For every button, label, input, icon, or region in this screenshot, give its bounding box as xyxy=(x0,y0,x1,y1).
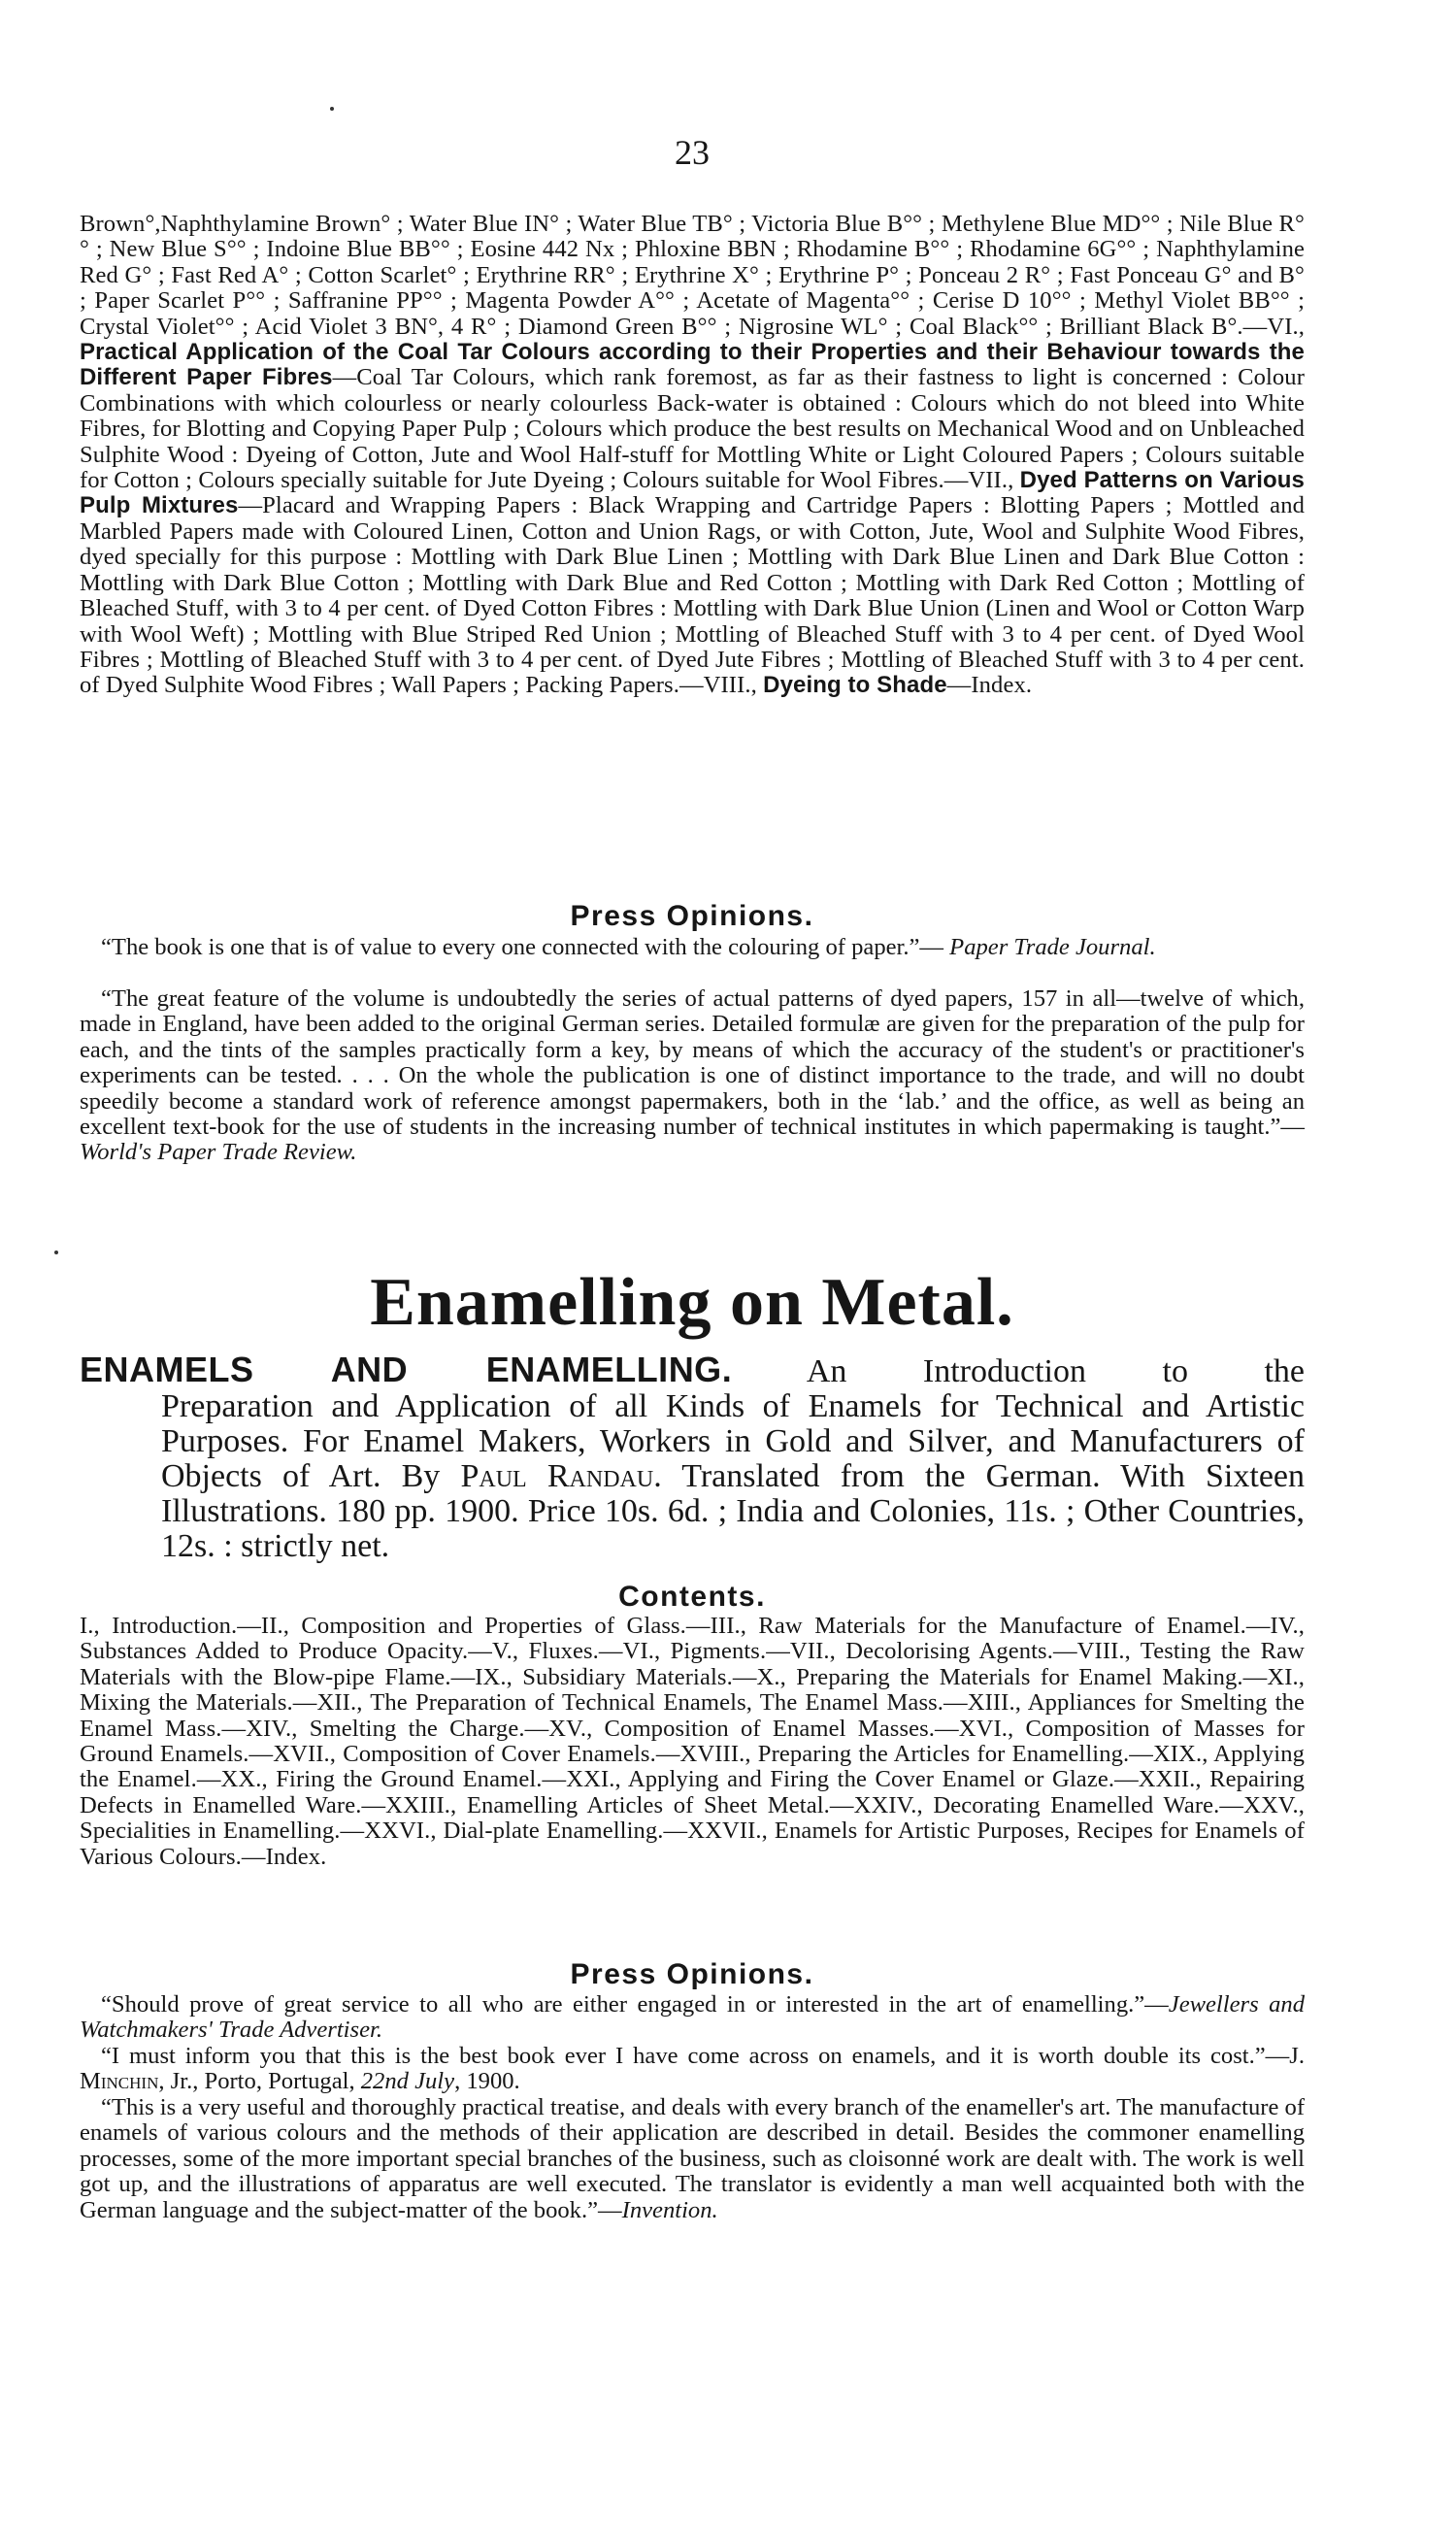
contents-chapter-title: Practical Application of the Coal Tar Colours according to their Properties and their Behaviour towards the Different Paper Fibres xyxy=(80,339,1305,391)
quote-source: Jewellers and Watchmakers' Trade Advertiser. xyxy=(80,1991,1305,2044)
book-author: Paul Randau xyxy=(460,1458,654,1494)
press-quote xyxy=(80,986,1305,1166)
print-speck xyxy=(330,107,334,111)
quote-year: , 1900. xyxy=(454,2068,520,2095)
quote-text: “I must inform you that this is the best book ever I have come across on enamels, and it is worth double its cost.”—J. xyxy=(101,2043,1305,2069)
book-title: ENAMELS AND ENAMELLING. xyxy=(80,1350,733,1389)
contents-chapter-title: Dyed Patterns on Various Pulp Mixtures xyxy=(80,467,1305,519)
press-opinions-heading: Press Opinions. xyxy=(570,1958,814,1990)
press-quote xyxy=(80,2095,1305,2223)
press-opinions-heading: Press Opinions. xyxy=(570,900,814,932)
quote-date: 22nd July xyxy=(360,2068,455,2095)
book-details xyxy=(161,1389,1305,1564)
contents-segment: —Placard and Wrapping Papers : Black Wrapping and Cartridge Papers : Blotting Papers ; Mottled and Marbled Papers made with Coloured Linen, Cotton and Union Rags, or with Cotton, Jute, Wool and Sulphite Wood Fibres, dyed specially for this purpose : Mottling with Dark Blue Linen ; Mottling with Dark Blue Linen and Dark Blue Cotton : Mottling with Dark Blue Cotton ; Mottling with Dark Blue and Red Cotton ; Mottling with Dark Red Cotton ; Mottling of Bleached Stuff, with 3 to 4 per cent. of Dyed Cotton Fibres : Mottling with Dark Blue Union (Linen and Wool or Cotton Warp with Wool Weft) ; Mottling with Blue Striped Red Union ; Mottling of Bleached Stuff with 3 to 4 per cent. of Dyed Wool Fibres ; Mottling of Bleached Stuff with 3 to 4 per cent. of Dyed Jute Fibres ; Mottling of Bleached Stuff with 3 to 4 per cent. of Dyed Sulphite Wood Fibres ; Wall Papers ; Packing Papers.—VIII., xyxy=(80,492,1305,699)
quote-text: “The book is one that is of value to every one connected with the colouring of paper.”— xyxy=(101,934,950,960)
contents-chapter-title: Dyeing to Shade xyxy=(763,672,947,699)
quote-text: “This is a very useful and thoroughly practical treatise, and deals with every branch of the enameller's art. The manufacture of enamels of various colours and the methods of their application are described in detail. Besides the commoner enamelling processes, some of the more important special branches of the business, such as cloisonné work are dealt with. The work is well got up, and the illustrations of apparatus are well executed. The translator is evidently a man well acquainted both with the German language and the subject-matter of the book.”— xyxy=(80,2094,1306,2223)
quote-author: Minchin xyxy=(80,2068,159,2095)
contents-list: I., Introduction.—II., Composition and Properties of Glass.—III., Raw Materials for the Manufacture of Enamel.—IV., Substances Added to Produce Opacity.—V., Fluxes.—VI., Pigments.—VII., Decolorising Agents.—VIII., Testing the Raw Materials with the Blow-pipe Flame.—IX., Subsidiary Materials.—X., Preparing the Materials for Enamel Making.—XI., Mixing the Materials.—XII., The Preparation of Technical Enamels, The Enamel Mass.—XIII., Appliances for Smelting the Enamel Mass.—XIV., Smelting the Charge.—XV., Composition of Enamel Masses.—XVI., Composition of Masses for Ground Enamels.—XVII., Composition of Cover Enamels.—XVIII., Preparing the Articles for Enamelling.—XIX., Applying the Enamel.—XX., Firing the Ground Enamel.—XXI., Applying and Firing the Cover Enamel or Glaze.—XXII., Repairing Defects in Enamelled Ware.—XXIII., Enamelling Articles of Sheet Metal.—XXIV., Decorating Enamelled Ware.—XXV., Specialities in Enamelling.—XXVI., Dial-plate Enamelling.—XXVII., Enamels for Artistic Purposes, Recipes for Enamels of Various Colours.—Index. xyxy=(80,1613,1305,1870)
book-catalogue-page xyxy=(80,0,1305,2535)
book-price-info: . Translated from the German. With Sixteen Illustrations. 180 pp. 1900. Price 10s. 6d. ; India and Colonies, 11s. ; Other Countries, 12s. : strictly net. xyxy=(161,1458,1305,1564)
quote-source: World's Paper Trade Review. xyxy=(80,1139,357,1166)
press-quote xyxy=(80,935,1305,960)
contents-segment: Brown°,Naphthylamine Brown° ; Water Blue IN° ; Water Blue TB° ; Victoria Blue B°° ; Methylene Blue MD°° ; Nile Blue R°° ; New Blue S°° ; Indoine Blue BB°° ; Eosine 442 Nx ; Phloxine BBN ; Rhodamine B°° ; Rhodamine 6G°° ; Naphthylamine Red G° ; Fast Red A° ; Cotton Scarlet° ; Erythrine RR° ; Erythrine X° ; Erythrine P° ; Ponceau 2 R° ; Fast Ponceau G° and B° ; Paper Scarlet P°° ; Saffranine PP°° ; Magenta Powder A°° ; Acetate of Magenta°° ; Cerise D 10°° ; Methyl Violet BB°° ; Crystal Violet°° ; Acid Violet 3 BN°, 4 R° ; Diamond Green B°° ; Nigrosine WL° ; Coal Black°° ; Brilliant Black B°.—VI., xyxy=(80,211,1305,340)
book-description: An Introduction to the xyxy=(732,1353,1305,1389)
quote-text: “The great feature of the volume is undoubtedly the series of actual patterns of dyed papers, 157 in all—twelve of which, made in England, have been added to the original German series. Detailed formulæ are given for the preparation of the pulp for each, and the tints of the samples practically form a key, by means of which the accuracy of the student's or practitioner's experiments can be tested. . . . On the whole the publication is one of distinct importance to the trade, and will no doubt speedily become a standard work of reference amongst papermakers, both in the ‘lab.’ and the office, as well as being an excellent text-book for the use of students in the increasing number of technical institutes in which papermaking is taught.”— xyxy=(80,985,1305,1141)
print-speck xyxy=(54,1251,58,1254)
page-number: 23 xyxy=(675,133,710,172)
quote-text: “Should prove of great service to all who are either engaged in or interested in the art of enamelling.”— xyxy=(101,1991,1169,2018)
book-description: Preparation and Application of all Kinds of Enamels for Technical and Artistic Purposes. For Enamel Makers, Workers in Gold and Silver, and Manufacturers of Objects of Art. By xyxy=(161,1388,1305,1494)
book-entry-first-line xyxy=(80,1352,1305,1389)
quote-source: Paper Trade Journal. xyxy=(949,934,1156,960)
contents-segment: —Index. xyxy=(946,672,1033,699)
quote-source: Invention. xyxy=(621,2196,718,2223)
contents-continued xyxy=(80,212,1305,699)
contents-heading: Contents. xyxy=(618,1581,766,1613)
press-quote xyxy=(80,2044,1305,2095)
contents-segment: —Coal Tar Colours, which rank foremost, as far as their fastness to light is concerned : Colour Combinations with which colourless or nearly colourless Back-water is obtained : Colours which do not bleed into White Fibres, for Blotting and Copying Paper Pulp ; Colours which produce the best results on Mechanical Wood and on Unbleached Sulphite Wood : Dyeing of Cotton, Jute and Wool Half-stuff for Mottling White or Light Coloured Papers ; Colours suitable for Cotton ; Colours specially suitable for Jute Dyeing ; Colours suitable for Wool Fibres.—VII., xyxy=(80,364,1305,494)
section-title: Enamelling on Metal. xyxy=(370,1265,1014,1340)
book-entry xyxy=(80,1352,1305,1564)
press-quote xyxy=(80,1992,1305,2044)
quote-location: , Jr., Porto, Portugal, xyxy=(158,2068,361,2095)
